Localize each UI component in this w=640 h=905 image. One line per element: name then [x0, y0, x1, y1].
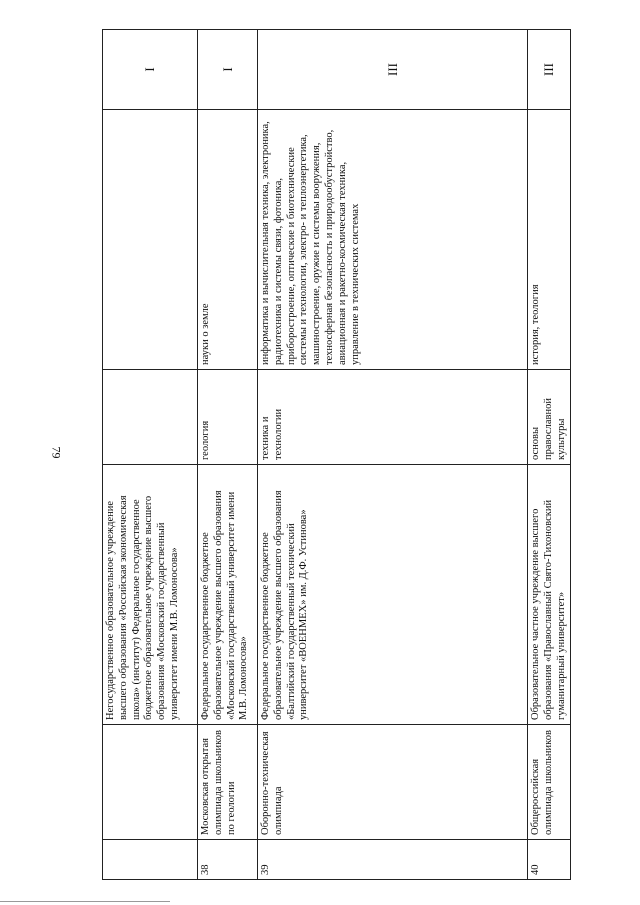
subject-cell: геология — [198, 370, 258, 465]
table-row — [198, 30, 258, 880]
subject-cell — [103, 370, 198, 465]
table-row — [528, 30, 571, 880]
row-number: 38 — [198, 840, 258, 880]
table-row — [103, 30, 198, 880]
organizer-cell: Федеральное государственное бюджетное образовательное учреждение высшего образования «Балтийский государственный технический университет «ВОЕНМЕХ» им. Д.Ф. Устинова» — [258, 465, 528, 725]
field-cell: информатика и вычислительная техника, электроника, радиотехника и системы связи, фотоника, приборостроение, оптические и биотехнические системы и технологии, электро- и теплоэнергетика, машиностроение, оружие и системы вооружения, техносферная безопасность и природообустройство, авиационная и ракетно-космическая техника, управление в технических системах — [258, 110, 528, 370]
table-row — [258, 30, 528, 880]
field-cell: науки о земле — [198, 110, 258, 370]
level-cell: III — [528, 30, 571, 110]
level-cell: I — [103, 30, 198, 110]
page-number: 79 — [49, 446, 64, 459]
field-cell: история, теология — [528, 110, 571, 370]
organizer-cell: Негосударственное образовательное учреждение высшего образования «Российская экономическая школа» (институт) Федеральное государственное бюджетное образовательное учреждение высшего образования «Московский государственный университет имени М.В. Ломоносова» — [103, 465, 198, 725]
olympiad-name: Оборонно-техническая олимпиада — [258, 725, 528, 840]
organizer-cell: Образовательное частное учреждение высшего образования «Православный Свято-Тихоновский гуманитарный университет» — [528, 465, 571, 725]
level-cell: III — [258, 30, 528, 110]
table-wrapper — [102, 30, 567, 880]
field-cell — [103, 110, 198, 370]
rotated-table-frame — [102, 30, 567, 880]
olympiad-name: Московская открытая олимпиада школьников по геологии — [198, 725, 258, 840]
olympiad-name — [103, 725, 198, 840]
organizer-cell: Федеральное государственное бюджетное образовательное учреждение высшего образования «Московский государственный университет имени М.В. Ломоносова» — [198, 465, 258, 725]
page-edge-rule — [0, 901, 170, 902]
row-number: 39 — [258, 840, 528, 880]
subject-cell: основы православной культуры — [528, 370, 571, 465]
row-number: 40 — [528, 840, 571, 880]
level-cell: I — [198, 30, 258, 110]
olympiad-name: Общероссийская олимпиада школьников — [528, 725, 571, 840]
olympiad-table — [102, 29, 571, 880]
row-number — [103, 840, 198, 880]
subject-cell: техника и технологии — [258, 370, 528, 465]
